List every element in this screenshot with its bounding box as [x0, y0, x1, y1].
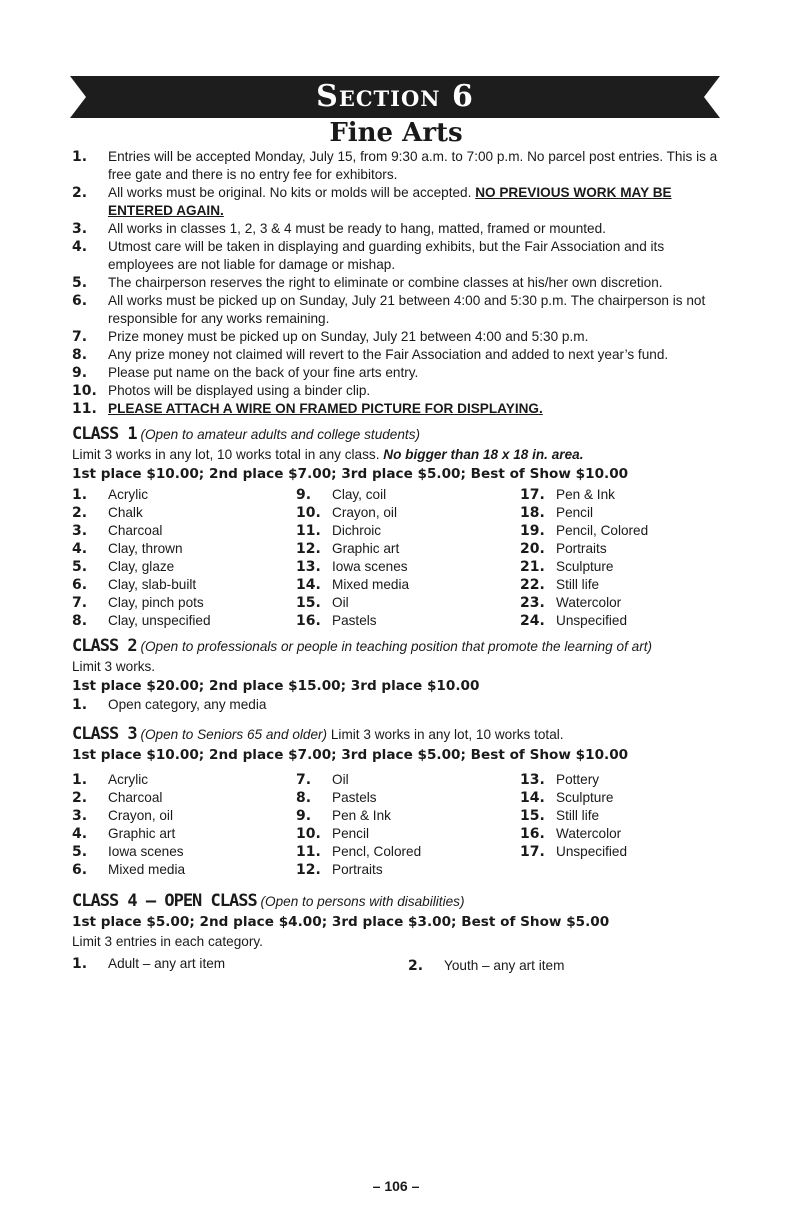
category-item: [520, 540, 724, 558]
rule-text-container: [108, 184, 724, 220]
rule-text: Photos will be displayed using a binder clip.: [108, 383, 371, 398]
page-content: [72, 148, 724, 975]
class-2-section: [72, 636, 724, 714]
category-number: 15.: [296, 595, 321, 611]
category-item: [520, 558, 724, 576]
class-3-categories: [72, 771, 724, 879]
category-label: Chalk: [108, 505, 143, 520]
class-3-prizes: 1st place $10.00; 2nd place $7.00; 3rd place $5.00; Best of Show $10.00: [72, 747, 629, 763]
rules-list: [72, 148, 724, 418]
rule-item: [72, 400, 724, 418]
category-item: [408, 955, 564, 975]
category-label: Youth – any art item: [444, 958, 565, 973]
class-3-limit: Limit 3 works in any lot, 10 works total.: [330, 727, 564, 742]
category-number: 19.: [520, 523, 545, 539]
category-label: Iowa scenes: [108, 844, 184, 859]
category-label: Pen & Ink: [332, 808, 391, 823]
class-1-heading: [72, 424, 724, 445]
category-number: 16.: [296, 613, 321, 629]
category-item: [72, 504, 296, 522]
rule-text: Entries will be accepted Monday, July 15, from 9:30 a.m. to 7:00 p.m. No parcel post entries. This is a free gate and there is no entry fee for exhibitors.: [108, 149, 718, 182]
category-number: 15.: [520, 808, 545, 824]
rule-item: [72, 328, 724, 346]
category-item: [72, 594, 296, 612]
rule-item: [72, 184, 724, 220]
category-number: 17.: [520, 487, 545, 503]
category-label: Pen & Ink: [556, 487, 615, 502]
category-number: 8.: [72, 613, 88, 629]
category-item: [520, 504, 724, 522]
class-3-heading: [72, 724, 724, 745]
category-number: 14.: [520, 790, 545, 806]
category-number: 18.: [520, 505, 545, 521]
category-item: [72, 576, 296, 594]
category-number: 24.: [520, 613, 545, 629]
category-item: [72, 955, 408, 975]
class-3-name: CLASS 3: [72, 724, 137, 744]
category-item: [72, 522, 296, 540]
category-label: Clay, glaze: [108, 559, 175, 574]
category-number: 6.: [72, 862, 88, 878]
category-label: Clay, unspecified: [108, 613, 211, 628]
category-label: Mixed media: [108, 862, 186, 877]
rule-number: 11.: [72, 401, 97, 417]
category-item: [520, 771, 724, 789]
class-1-prizes: 1st place $10.00; 2nd place $7.00; 3rd place $5.00; Best of Show $10.00: [72, 466, 629, 482]
category-label: Charcoal: [108, 790, 163, 805]
category-number: 13.: [520, 772, 545, 788]
category-label: Pencil: [332, 826, 370, 841]
class-4-categories: [72, 955, 724, 975]
category-item: [520, 612, 724, 630]
category-item: [296, 558, 520, 576]
rule-number: 10.: [72, 383, 97, 399]
category-label: Acrylic: [108, 772, 149, 787]
category-item: [72, 807, 296, 825]
category-item: [296, 771, 520, 789]
category-number: 13.: [296, 559, 321, 575]
category-item: [520, 843, 724, 861]
rule-number: 4.: [72, 239, 88, 255]
class-3-section: [72, 724, 724, 879]
category-item: [72, 771, 296, 789]
category-number: 3.: [72, 523, 88, 539]
category-label: Pencil: [556, 505, 594, 520]
category-label: Open category, any media: [108, 697, 267, 712]
category-item: [72, 843, 296, 861]
category-item: [520, 486, 724, 504]
section-label: Section 6: [316, 79, 474, 114]
rule-item: [72, 382, 724, 400]
category-item: [520, 807, 724, 825]
category-item: [72, 486, 296, 504]
category-item: [520, 522, 724, 540]
rule-number: 6.: [72, 293, 88, 309]
category-number: 22.: [520, 577, 545, 593]
category-label: Pencl, Colored: [332, 844, 422, 859]
category-number: 21.: [520, 559, 545, 575]
category-item: [296, 594, 520, 612]
category-item: [72, 861, 296, 879]
category-number: 20.: [520, 541, 545, 557]
category-label: Watercolor: [556, 595, 622, 610]
category-label: Still life: [556, 808, 600, 823]
category-label: Clay, coil: [332, 487, 387, 502]
category-label: Dichroic: [332, 523, 382, 538]
class-1-section: [72, 424, 724, 630]
category-number: 2.: [72, 790, 88, 806]
rule-item: [72, 148, 724, 184]
category-item: [72, 696, 724, 714]
category-number: 1.: [72, 697, 88, 713]
class-1-description: (Open to amateur adults and college students): [140, 427, 421, 442]
category-number: 14.: [296, 577, 321, 593]
category-number: 2.: [408, 958, 424, 974]
category-item: [72, 540, 296, 558]
rule-item: [72, 220, 724, 238]
rule-text: Utmost care will be taken in displaying and guarding exhibits, but the Fair Association and its employees are not liable for damage or mishap.: [108, 239, 665, 272]
category-column: [520, 486, 724, 630]
rule-text: Any prize money not claimed will revert to the Fair Association and added to next year’s fund.: [108, 347, 669, 362]
category-number: 7.: [296, 772, 312, 788]
category-label: Portraits: [332, 862, 383, 877]
page-number: – 106 –: [372, 1178, 420, 1194]
category-label: Graphic art: [332, 541, 400, 556]
category-number: 7.: [72, 595, 88, 611]
category-number: 1.: [72, 772, 88, 788]
category-label: Unspecified: [556, 844, 628, 859]
category-item: [520, 576, 724, 594]
category-label: Mixed media: [332, 577, 410, 592]
category-number: 5.: [72, 844, 88, 860]
category-label: Acrylic: [108, 487, 149, 502]
rule-text: All works must be picked up on Sunday, July 21 between 4:00 and 5:30 p.m. The chairperson is not responsible for any works remaining.: [108, 293, 706, 326]
category-number: 1.: [72, 487, 88, 503]
category-item: [296, 843, 520, 861]
category-number: 10.: [296, 826, 321, 842]
category-column: [296, 771, 520, 879]
category-column: [72, 771, 296, 879]
rule-number: 8.: [72, 347, 88, 363]
rule-item: [72, 238, 724, 274]
category-label: Sculpture: [556, 559, 614, 574]
category-item: [520, 594, 724, 612]
category-item: [72, 558, 296, 576]
category-number: 9.: [296, 808, 312, 824]
category-item: [296, 861, 520, 879]
rule-number: 3.: [72, 221, 88, 237]
category-number: 6.: [72, 577, 88, 593]
category-item: [296, 540, 520, 558]
category-number: 4.: [72, 541, 88, 557]
class-4-name: CLASS 4 – OPEN CLASS: [72, 891, 257, 911]
section-banner: [70, 76, 720, 118]
category-number: 5.: [72, 559, 88, 575]
class-4-section: [72, 891, 724, 975]
category-number: 17.: [520, 844, 545, 860]
category-item: [520, 789, 724, 807]
class-2-limit: Limit 3 works.: [72, 659, 156, 674]
category-label: Clay, slab-built: [108, 577, 197, 592]
class-4-prizes: 1st place $5.00; 2nd place $4.00; 3rd place $3.00; Best of Show $5.00: [72, 914, 610, 930]
class-1-categories: [72, 486, 724, 630]
rule-item: [72, 274, 724, 292]
category-label: Crayon, oil: [108, 808, 173, 823]
category-label: Adult – any art item: [108, 956, 226, 971]
category-number: 16.: [520, 826, 545, 842]
category-label: Charcoal: [108, 523, 163, 538]
category-label: Watercolor: [556, 826, 622, 841]
rule-number: 1.: [72, 149, 88, 165]
category-label: Clay, pinch pots: [108, 595, 204, 610]
class-2-prizes: 1st place $20.00; 2nd place $15.00; 3rd place $10.00: [72, 678, 480, 694]
class-4-limit: Limit 3 entries in each category.: [72, 934, 263, 949]
class-4-description: (Open to persons with disabilities): [260, 894, 465, 909]
category-number: 12.: [296, 541, 321, 557]
category-column: [296, 486, 520, 630]
class-2-name: CLASS 2: [72, 636, 137, 656]
rule-number: 5.: [72, 275, 88, 291]
category-number: 4.: [72, 826, 88, 842]
rule-text: Please put name on the back of your fine arts entry.: [108, 365, 419, 380]
category-number: 2.: [72, 505, 88, 521]
rule-item: [72, 346, 724, 364]
category-label: Pastels: [332, 613, 377, 628]
category-item: [296, 486, 520, 504]
category-label: Iowa scenes: [332, 559, 408, 574]
category-label: Oil: [332, 595, 349, 610]
class-1-limit-text: Limit 3 works in any lot, 10 works total in any class.: [72, 447, 380, 462]
class-1-name: CLASS 1: [72, 424, 137, 444]
category-item: [520, 825, 724, 843]
category-column: [520, 771, 724, 879]
category-label: Oil: [332, 772, 349, 787]
rule-text: Prize money must be picked up on Sunday, July 21 between 4:00 and 5:30 p.m.: [108, 329, 589, 344]
category-item: [296, 522, 520, 540]
category-number: 8.: [296, 790, 312, 806]
rule-emphasis: PLEASE ATTACH A WIRE ON FRAMED PICTURE FOR DISPLAYING.: [108, 401, 543, 416]
rule-text: All works must be original. No kits or molds will be accepted.: [108, 185, 472, 200]
category-column: [72, 486, 296, 630]
category-number: 11.: [296, 523, 321, 539]
category-label: Pencil, Colored: [556, 523, 649, 538]
category-label: Clay, thrown: [108, 541, 183, 556]
category-item: [296, 504, 520, 522]
category-label: Crayon, oil: [332, 505, 397, 520]
rule-text: The chairperson reserves the right to eliminate or combine classes at his/her own discretion.: [108, 275, 663, 290]
class-2-heading: [72, 636, 724, 657]
class-4-heading: [72, 891, 724, 912]
rule-number: 7.: [72, 329, 88, 345]
class-1-limit: [72, 445, 724, 464]
category-label: Pottery: [556, 772, 600, 787]
rule-number: 9.: [72, 365, 88, 381]
category-label: Pastels: [332, 790, 377, 805]
category-item: [72, 789, 296, 807]
category-label: Sculpture: [556, 790, 614, 805]
class-2-description: (Open to professionals or people in teaching position that promote the learning of art): [140, 639, 653, 654]
category-number: 1.: [72, 956, 88, 972]
class-3-description: (Open to Seniors 65 and older): [140, 727, 328, 742]
category-label: Portraits: [556, 541, 607, 556]
category-item: [72, 825, 296, 843]
category-label: Graphic art: [108, 826, 176, 841]
category-item: [72, 612, 296, 630]
rule-number: 2.: [72, 185, 88, 201]
category-item: [296, 789, 520, 807]
rule-item: [72, 364, 724, 382]
category-item: [296, 825, 520, 843]
rule-emphasis: NO PREVIOUS WORK MAY BE ENTERED AGAIN.: [108, 185, 672, 218]
category-number: 3.: [72, 808, 88, 824]
category-number: 10.: [296, 505, 321, 521]
category-number: 9.: [296, 487, 312, 503]
category-item: [296, 807, 520, 825]
category-number: 23.: [520, 595, 545, 611]
rule-text: All works in classes 1, 2, 3 & 4 must be ready to hang, matted, framed or mounted.: [108, 221, 606, 236]
category-number: 11.: [296, 844, 321, 860]
category-number: 12.: [296, 862, 321, 878]
page-title: Fine Arts: [329, 118, 463, 148]
category-label: Unspecified: [556, 613, 628, 628]
category-label: Still life: [556, 577, 600, 592]
rule-item: [72, 292, 724, 328]
category-item: [296, 612, 520, 630]
category-item: [296, 576, 520, 594]
class-1-size-limit: No bigger than 18 x 18 in. area.: [383, 447, 584, 462]
